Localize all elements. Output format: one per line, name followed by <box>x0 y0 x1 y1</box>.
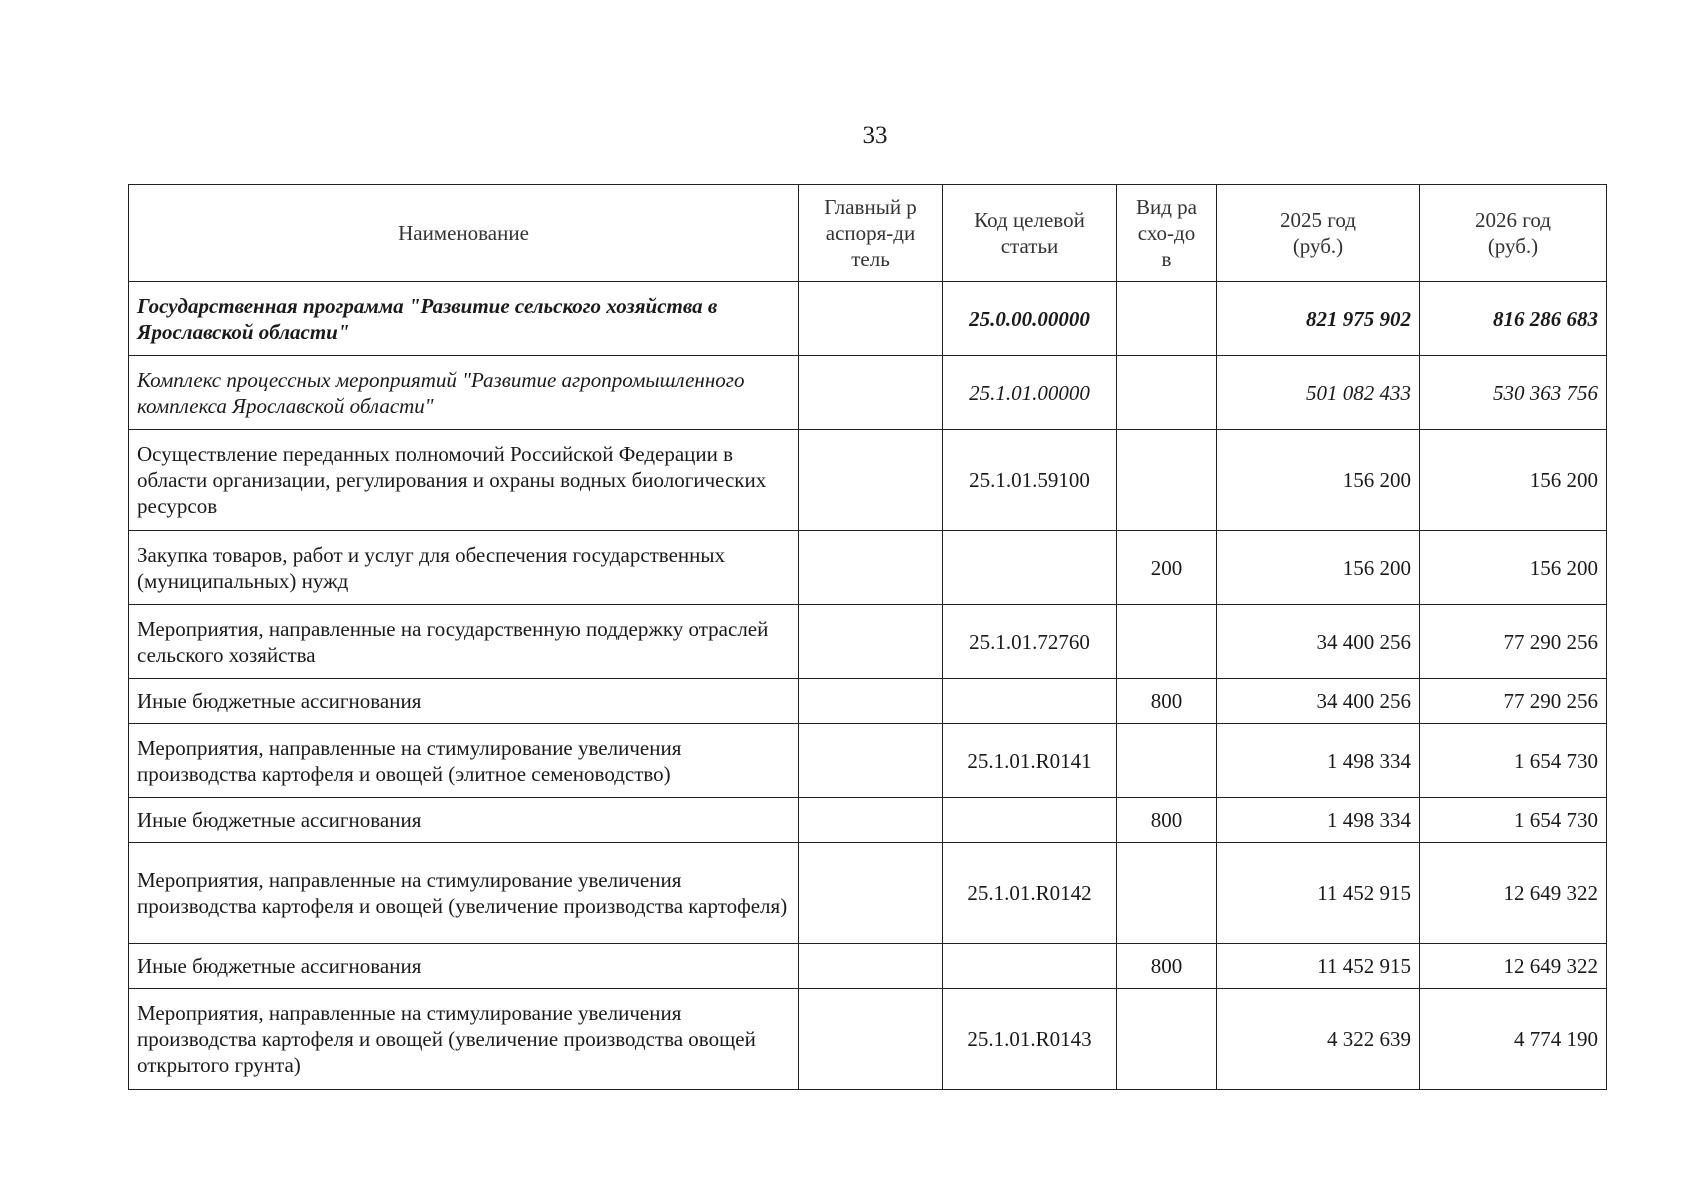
row-chief-administrator <box>799 282 943 356</box>
row-amount-2026: 77 290 256 <box>1420 605 1607 679</box>
row-name: Осуществление переданных полномочий Российской Федерации в области организации, регулирования и охраны водных биологических ресурсов <box>129 430 799 531</box>
row-expense-type <box>1117 843 1217 944</box>
row-expense-type <box>1117 724 1217 798</box>
row-chief-administrator <box>799 531 943 605</box>
row-name: Мероприятия, направленные на стимулирование увеличения производства картофеля и овощей (элитное семеноводство) <box>129 724 799 798</box>
row-target-code <box>943 531 1117 605</box>
row-expense-type: 800 <box>1117 798 1217 843</box>
row-name: Иные бюджетные ассигнования <box>129 944 799 989</box>
row-amount-2026: 12 649 322 <box>1420 944 1607 989</box>
row-amount-2025: 156 200 <box>1217 430 1420 531</box>
header-target-code: Код целевой статьи <box>943 185 1117 282</box>
header-chief-administrator: Главный распоря-дитель <box>799 185 943 282</box>
row-amount-2026: 1 654 730 <box>1420 798 1607 843</box>
row-target-code: 25.1.01.72760 <box>943 605 1117 679</box>
row-chief-administrator <box>799 843 943 944</box>
row-amount-2026: 156 200 <box>1420 531 1607 605</box>
row-target-code: 25.1.01.R0141 <box>943 724 1117 798</box>
table-row <box>129 605 1607 679</box>
row-amount-2025: 34 400 256 <box>1217 679 1420 724</box>
row-amount-2025: 11 452 915 <box>1217 843 1420 944</box>
row-amount-2025: 11 452 915 <box>1217 944 1420 989</box>
header-expense-type: Вид расхо-дов <box>1117 185 1217 282</box>
row-amount-2025: 501 082 433 <box>1217 356 1420 430</box>
row-target-code: 25.1.01.R0143 <box>943 989 1117 1090</box>
row-name: Иные бюджетные ассигнования <box>129 798 799 843</box>
row-amount-2025: 1 498 334 <box>1217 724 1420 798</box>
row-name: Комплекс процессных мероприятий "Развитие агропромышленного комплекса Ярославской области" <box>129 356 799 430</box>
row-chief-administrator <box>799 798 943 843</box>
row-chief-administrator <box>799 430 943 531</box>
header-row <box>129 185 1607 282</box>
budget-table <box>128 184 1607 1090</box>
row-name: Мероприятия, направленные на стимулирование увеличения производства картофеля и овощей (увеличение производства картофеля) <box>129 843 799 944</box>
row-amount-2025: 4 322 639 <box>1217 989 1420 1090</box>
row-chief-administrator <box>799 356 943 430</box>
row-expense-type: 200 <box>1117 531 1217 605</box>
row-amount-2025: 34 400 256 <box>1217 605 1420 679</box>
row-amount-2026: 530 363 756 <box>1420 356 1607 430</box>
table-row <box>129 724 1607 798</box>
row-expense-type: 800 <box>1117 944 1217 989</box>
row-amount-2026: 77 290 256 <box>1420 679 1607 724</box>
header-year-2025: 2025 год (руб.) <box>1217 185 1420 282</box>
row-amount-2025: 821 975 902 <box>1217 282 1420 356</box>
row-expense-type <box>1117 282 1217 356</box>
row-chief-administrator <box>799 724 943 798</box>
table-header <box>129 185 1607 282</box>
row-expense-type <box>1117 356 1217 430</box>
row-name: Государственная программа "Развитие сельского хозяйства в Ярославской области" <box>129 282 799 356</box>
header-name: Наименование <box>129 185 799 282</box>
row-expense-type <box>1117 430 1217 531</box>
row-chief-administrator <box>799 679 943 724</box>
row-amount-2026: 1 654 730 <box>1420 724 1607 798</box>
table-row <box>129 944 1607 989</box>
row-amount-2026: 816 286 683 <box>1420 282 1607 356</box>
row-amount-2025: 156 200 <box>1217 531 1420 605</box>
row-target-code: 25.0.00.00000 <box>943 282 1117 356</box>
row-name: Мероприятия, направленные на стимулирование увеличения производства картофеля и овощей (увеличение производства овощей открытого грунта) <box>129 989 799 1090</box>
table-row <box>129 282 1607 356</box>
row-name: Закупка товаров, работ и услуг для обеспечения государственных (муниципальных) нужд <box>129 531 799 605</box>
row-target-code: 25.1.01.00000 <box>943 356 1117 430</box>
row-name: Мероприятия, направленные на государственную поддержку отраслей сельского хозяйства <box>129 605 799 679</box>
table-row <box>129 531 1607 605</box>
row-expense-type <box>1117 605 1217 679</box>
row-target-code: 25.1.01.59100 <box>943 430 1117 531</box>
row-target-code <box>943 798 1117 843</box>
row-expense-type: 800 <box>1117 679 1217 724</box>
row-amount-2025: 1 498 334 <box>1217 798 1420 843</box>
table-row <box>129 679 1607 724</box>
row-amount-2026: 12 649 322 <box>1420 843 1607 944</box>
row-expense-type <box>1117 989 1217 1090</box>
table-row <box>129 843 1607 944</box>
page-number: 33 <box>862 122 888 149</box>
row-amount-2026: 4 774 190 <box>1420 989 1607 1090</box>
table-row <box>129 430 1607 531</box>
table-row <box>129 989 1607 1090</box>
table-row <box>129 798 1607 843</box>
table-row <box>129 356 1607 430</box>
row-target-code <box>943 944 1117 989</box>
row-chief-administrator <box>799 989 943 1090</box>
row-name: Иные бюджетные ассигнования <box>129 679 799 724</box>
row-target-code: 25.1.01.R0142 <box>943 843 1117 944</box>
header-year-2026: 2026 год (руб.) <box>1420 185 1607 282</box>
row-target-code <box>943 679 1117 724</box>
table-body <box>129 282 1607 1090</box>
row-chief-administrator <box>799 605 943 679</box>
row-chief-administrator <box>799 944 943 989</box>
row-amount-2026: 156 200 <box>1420 430 1607 531</box>
